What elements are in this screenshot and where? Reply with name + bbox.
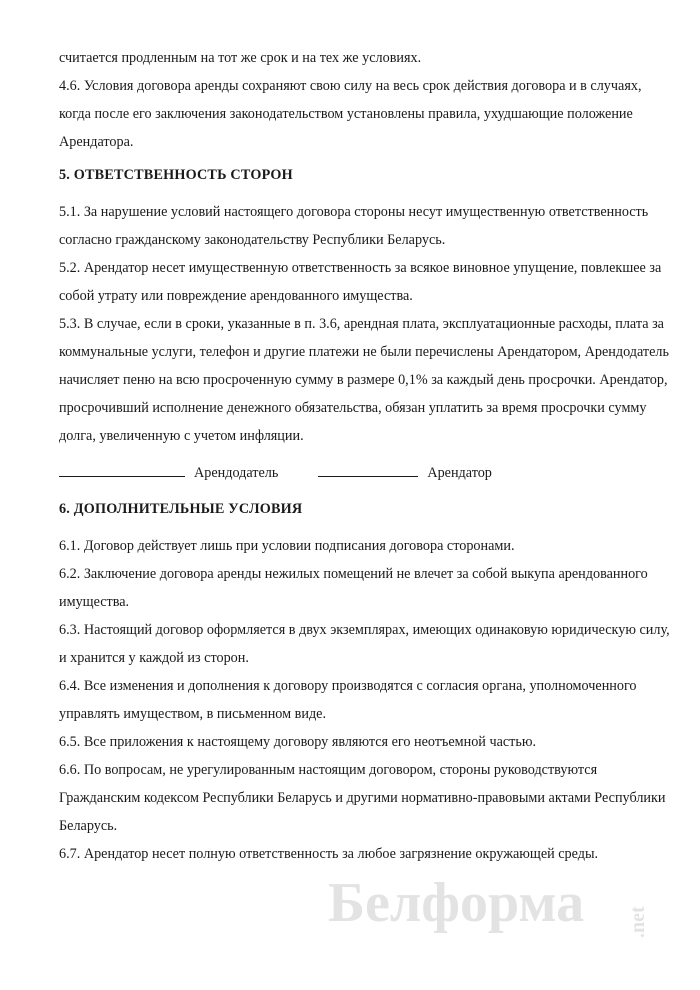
text-line: считается продленным на тот же срок и на тех же условиях. bbox=[59, 50, 422, 66]
landlord-label: Арендодатель bbox=[194, 465, 279, 481]
text-line: 6.3. Настоящий договор оформляется в двух экземплярах, имеющих одинаковую юридическую силу, bbox=[59, 622, 670, 638]
text-line: 5.3. В случае, если в сроки, указанные в п. 3.6, арендная плата, эксплуатационные расходы, плата за bbox=[59, 316, 664, 332]
section-6-heading: 6. ДОПОЛНИТЕЛЬНЫЕ УСЛОВИЯ bbox=[59, 501, 303, 517]
text-line: долга, увеличенную с учетом инфляции. bbox=[59, 428, 304, 444]
tenant-signature-line[interactable] bbox=[318, 462, 418, 477]
section-5-heading: 5. ОТВЕТСТВЕННОСТЬ СТОРОН bbox=[59, 167, 293, 183]
text-line: 6.6. По вопросам, не урегулированным настоящим договором, стороны руководствуются bbox=[59, 762, 598, 778]
tenant-label: Арендатор bbox=[427, 465, 492, 481]
text-line: Арендатора. bbox=[59, 134, 134, 150]
text-line: просрочивший исполнение денежного обязательства, обязан уплатить за время просрочки сумму bbox=[59, 400, 647, 416]
text-line: 4.6. Условия договора аренды сохраняют свою силу на весь срок действия договора и в случаях, bbox=[59, 78, 642, 94]
text-line: 6.2. Заключение договора аренды нежилых помещений не влечет за собой выкупа арендованного bbox=[59, 566, 648, 582]
signature-row bbox=[59, 462, 492, 482]
text-line: 6.5. Все приложения к настоящему договору являются его неотъемной частью. bbox=[59, 734, 536, 750]
text-line: 6.4. Все изменения и дополнения к договору производятся с согласия органа, уполномоченного bbox=[59, 678, 637, 694]
landlord-signature-line[interactable] bbox=[59, 462, 185, 477]
watermark-suffix: .net bbox=[627, 906, 649, 938]
belforma-watermark bbox=[328, 868, 658, 938]
text-line: Гражданским кодексом Республики Беларусь и другими нормативно-правовыми актами Республики bbox=[59, 790, 666, 806]
text-line: имущества. bbox=[59, 594, 130, 610]
watermark-text: Белформа bbox=[328, 872, 585, 934]
text-line: когда после его заключения законодательством установлены правила, ухудшающие положение bbox=[59, 106, 633, 122]
text-line: Беларусь. bbox=[59, 818, 118, 834]
text-line: собой утрату или повреждение арендованного имущества. bbox=[59, 288, 413, 304]
text-line: управлять имуществом, в письменном виде. bbox=[59, 706, 327, 722]
text-line: 6.1. Договор действует лишь при условии подписания договора сторонами. bbox=[59, 538, 515, 554]
text-line: и хранится у каждой из сторон. bbox=[59, 650, 249, 666]
text-line: 6.7. Арендатор несет полную ответственность за любое загрязнение окружающей среды. bbox=[59, 846, 599, 862]
text-line: 5.1. За нарушение условий настоящего договора стороны несут имущественную ответственность bbox=[59, 204, 649, 220]
text-line: согласно гражданскому законодательству Республики Беларусь. bbox=[59, 232, 446, 248]
text-line: коммунальные услуги, телефон и другие платежи не были перечислены Арендатором, Арендодатель bbox=[59, 344, 669, 360]
text-line: начисляет пеню на всю просроченную сумму в размере 0,1% за каждый день просрочки. Арендатор, bbox=[59, 372, 668, 388]
text-line: 5.2. Арендатор несет имущественную ответственность за всякое виновное упущение, повлекшее за bbox=[59, 260, 662, 276]
